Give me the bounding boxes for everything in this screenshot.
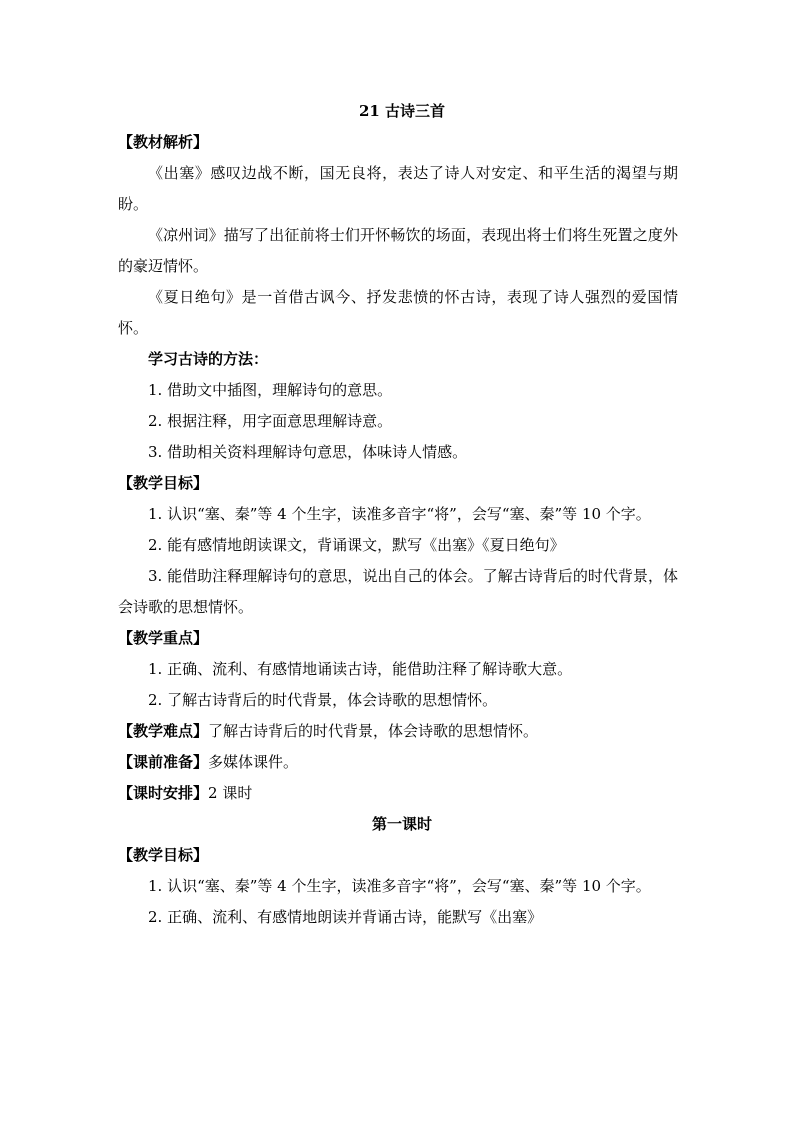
preparation-text: 多媒体课件。 <box>208 753 299 771</box>
key-points-heading: 【教学重点】 <box>118 629 209 647</box>
preparation-row <box>118 747 678 778</box>
method-item-3: 3. 借助相关资料理解诗句意思，体味诗人情感。 <box>148 443 468 461</box>
schedule-text: 2 课时 <box>208 784 253 802</box>
page-title: 21 古诗三首 <box>358 102 446 120</box>
method-item-1: 1. 借助文中插图，理解诗句的意思。 <box>148 381 393 399</box>
key-point-item-1: 1. 正确、流利、有感情地诵读古诗，能借助注释了解诗歌大意。 <box>148 660 573 678</box>
method-title: 学习古诗的方法： <box>148 350 269 368</box>
analysis-paragraph-3: 《夏日绝句》是一首借古讽今、抒发悲愤的怀古诗，表现了诗人强烈的爱国情怀。 <box>118 288 678 337</box>
lesson1-goals-heading: 【教学目标】 <box>118 846 209 864</box>
preparation-heading: 【课前准备】 <box>118 753 209 771</box>
goal-item-1: 1. 认识“塞、秦”等 4 个生字，读准多音字“将”，会写“塞、秦”等 10 个字。 <box>148 505 651 523</box>
lesson1-goal-item-1: 1. 认识“塞、秦”等 4 个生字，读准多音字“将”，会写“塞、秦”等 10 个字。 <box>148 877 651 895</box>
lesson1-title: 第一课时 <box>371 815 432 833</box>
lesson1-goal-item-2: 2. 正确、流利、有感情地朗读并背诵古诗，能默写《出塞》 <box>148 908 543 926</box>
analysis-paragraph-1: 《出塞》感叹边战不断，国无良将，表达了诗人对安定、和平生活的渴望与期盼。 <box>118 164 678 213</box>
document-page <box>118 96 678 933</box>
difficulty-text: 了解古诗背后的时代背景，体会诗歌的思想情怀。 <box>208 722 539 740</box>
schedule-heading: 【课时安排】 <box>118 784 209 802</box>
schedule-row <box>118 778 678 809</box>
method-item-2: 2. 根据注释，用字面意思理解诗意。 <box>148 412 393 430</box>
goals-heading: 【教学目标】 <box>118 474 209 492</box>
analysis-heading: 【教材解析】 <box>118 133 209 151</box>
difficulty-row <box>118 716 678 747</box>
analysis-paragraph-2: 《凉州词》描写了出征前将士们开怀畅饮的场面，表现出将士们将生死置之度外的豪迈情怀。 <box>118 226 678 275</box>
goal-item-3: 3. 能借助注释理解诗句的意思，说出自己的体会。了解古诗背后的时代背景，体会诗歌的思想情怀。 <box>118 567 678 616</box>
key-point-item-2: 2. 了解古诗背后的时代背景，体会诗歌的思想情怀。 <box>148 691 498 709</box>
goal-item-2: 2. 能有感情地朗读课文，背诵课文，默写《出塞》《夏日绝句》 <box>148 536 565 554</box>
difficulty-heading: 【教学难点】 <box>118 722 209 740</box>
